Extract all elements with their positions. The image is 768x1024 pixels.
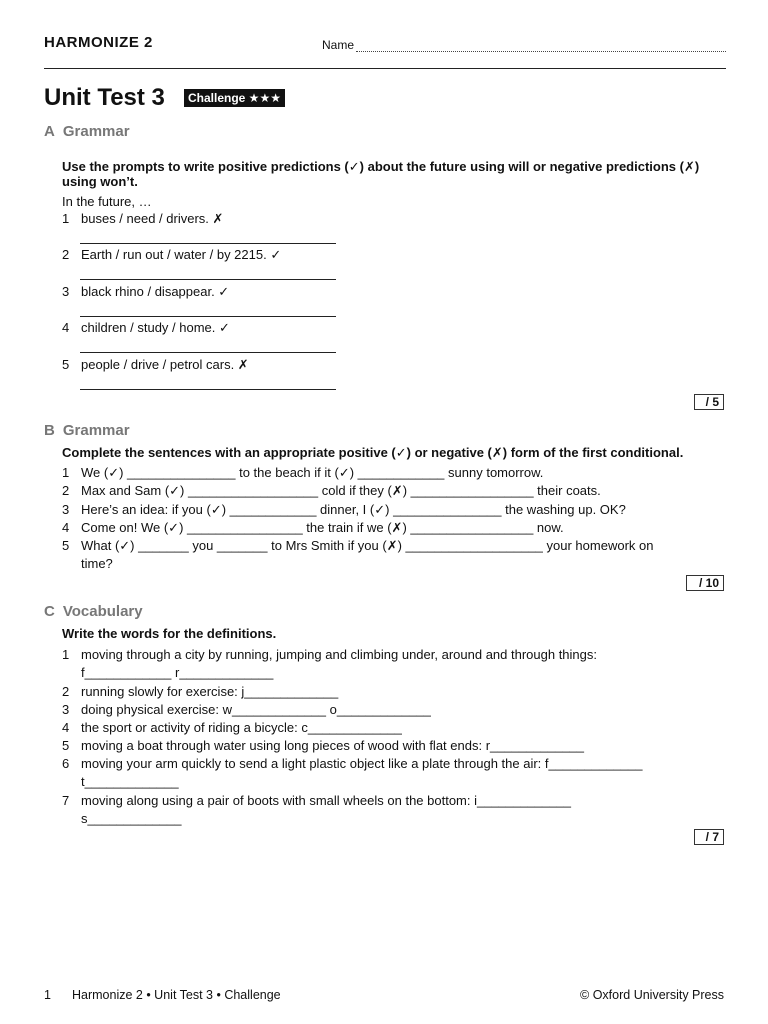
name-field-line	[356, 51, 726, 52]
section-a-instruction: Use the prompts to write positive predictions (✓) about the future using will or negative predictions (✗) using won’t.	[62, 159, 700, 189]
section-c-instruction: Write the words for the definitions.	[62, 626, 277, 641]
section-b-heading	[44, 422, 130, 439]
list-item: 3 Here’s an idea: if you (✓) ____________ dinner, I (✓) _______________ the washing up. OK?	[62, 502, 626, 517]
page-title: Unit Test 3	[44, 84, 165, 111]
name-label: Name	[322, 38, 355, 52]
score-box: / 5	[694, 394, 724, 410]
section-a-heading	[44, 123, 130, 140]
copyright: © Oxford University Press	[580, 988, 724, 1002]
answer-line[interactable]	[80, 352, 336, 353]
section-b-instruction: Complete the sentences with an appropriate positive (✓) or negative (✗) form of the first conditional.	[62, 445, 684, 460]
score-box: / 7	[694, 829, 724, 845]
section-letter: B	[44, 422, 55, 439]
section-letter: A	[44, 123, 55, 140]
list-item: 5 people / drive / petrol cars. ✗	[62, 357, 249, 372]
page-number: 1	[44, 988, 51, 1002]
section-a-lead: In the future, …	[62, 194, 152, 209]
header-rule	[44, 68, 726, 69]
section-letter: C	[44, 603, 55, 620]
list-item: 6 moving your arm quickly to send a light plastic object like a plate through the air: f_____________ t_____________	[62, 756, 643, 789]
list-item: 3 black rhino / disappear. ✓	[62, 284, 230, 299]
challenge-badge: Challenge ★★★	[184, 89, 285, 107]
section-title: Grammar	[62, 422, 130, 439]
section-title: Vocabulary	[62, 603, 143, 620]
list-item: 5 What (✓) _______ you _______ to Mrs Smith if you (✗) ___________________ your homework on time?	[62, 538, 654, 571]
answer-line[interactable]	[80, 279, 336, 280]
list-item: 2 Earth / run out / water / by 2215. ✓	[62, 247, 282, 262]
list-item: 1 moving through a city by running, jumping and climbing under, around and through things: f____________ r_____________	[62, 647, 597, 680]
list-item: 5 moving a boat through water using long pieces of wood with flat ends: r_____________	[62, 738, 585, 753]
score-box: / 10	[686, 575, 724, 591]
section-c-heading	[44, 603, 143, 620]
answer-line[interactable]	[80, 243, 336, 244]
list-item: 3 doing physical exercise: w_____________ o_____________	[62, 702, 431, 717]
footer-title: Harmonize 2 • Unit Test 3 • Challenge	[72, 988, 281, 1002]
list-item: 4 children / study / home. ✓	[62, 320, 230, 335]
list-item: 4 Come on! We (✓) ________________ the train if we (✗) _________________ now.	[62, 520, 564, 535]
answer-line[interactable]	[80, 316, 336, 317]
answer-line[interactable]	[80, 389, 336, 390]
list-item: 1 We (✓) _______________ to the beach if it (✓) ____________ sunny tomorrow.	[62, 465, 544, 480]
list-item: 1 buses / need / drivers. ✗	[62, 211, 224, 226]
brand-logo: HARMONIZE 2	[44, 34, 153, 51]
list-item: 7 moving along using a pair of boots with small wheels on the bottom: i_____________ s_____________	[62, 793, 571, 826]
section-title: Grammar	[62, 123, 130, 140]
list-item: 2 running slowly for exercise: j_____________	[62, 684, 339, 699]
list-item: 2 Max and Sam (✓) __________________ cold if they (✗) _________________ their coats.	[62, 483, 601, 498]
list-item: 4 the sport or activity of riding a bicycle: c_____________	[62, 720, 402, 735]
